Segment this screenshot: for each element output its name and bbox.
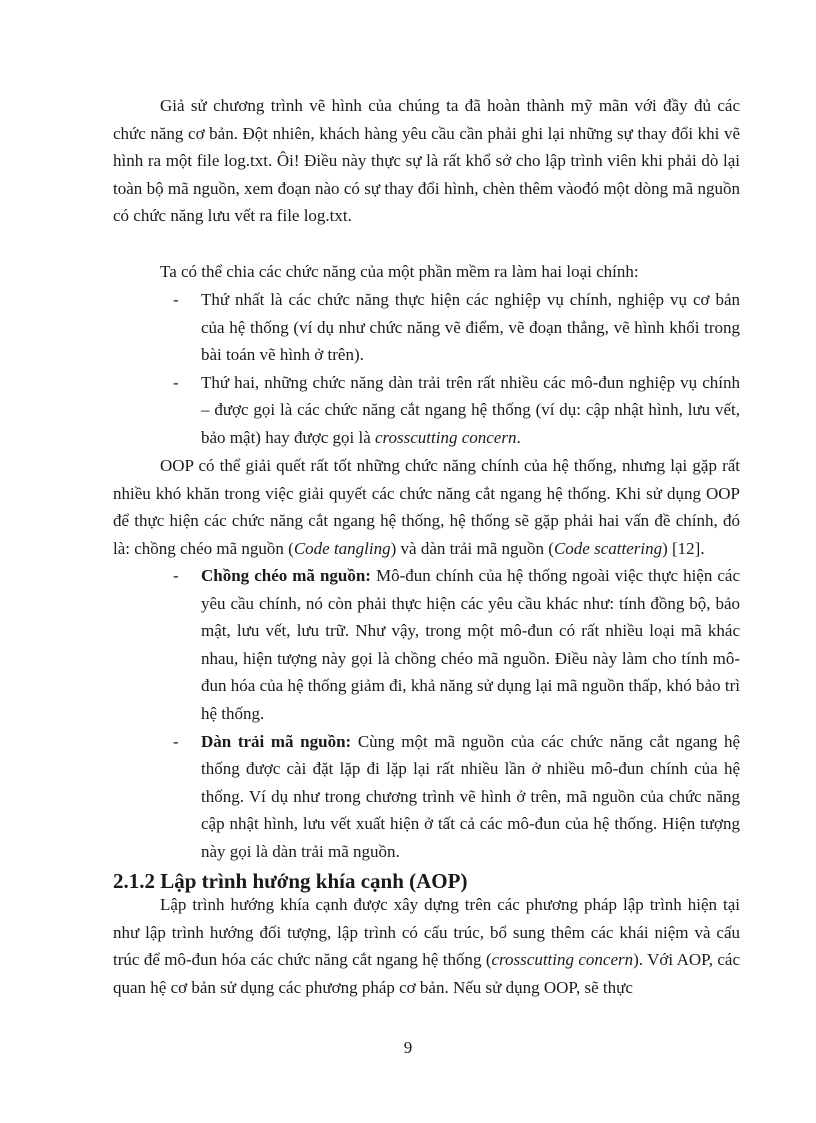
term-code-scattering: Code scattering	[553, 538, 663, 558]
aop-text-part1: Lập trình hướng khía cạnh được xây dựng trên các phương pháp lập trình hiện tại như lập trình hướng đối tượng, lập trình có cấu trúc, bổ sung thêm các khái niệm và cấu trúc để mô-đun hóa các chức năng cắt ngang hệ thống (	[113, 895, 740, 970]
paragraph-split-text: Ta có thể chia các chức năng của một phần mềm ra làm hai loại chính:	[160, 262, 639, 281]
list-item	[173, 369, 740, 452]
paragraph-split	[113, 258, 740, 286]
list-item-text: Cùng một mã nguồn của các chức năng cắt ngang hệ thống được cài đặt lặp đi lặp lại rất nhiều lần ở nhiều mô-đun chính của hệ thống. Ví dụ như trong chương trình vẽ hình ở trên, mã nguồn của chức năng cập nhật hình, lưu vết xuất hiện ở tất cả các mô-đun của hệ thống. Hiện tượng này gọi là dàn trải mã nguồn.	[201, 731, 740, 861]
problems-list	[173, 562, 740, 866]
oop-text-part1: OOP có thể giải quết rất tốt những chức năng chính của hệ thống, nhưng lại gặp rất nhiều khó khăn trong việc giải quyết các chức năng cắt ngang hệ thống. Khi sử dụng OOP để thực hiện các chức năng cắt ngang hệ thống, hệ thống sẽ gặp phải hai vấn đề chính, đó là: chồng chéo mã nguồn (	[113, 456, 740, 558]
oop-text-part2: ) và dàn trải mã nguồn (	[390, 538, 554, 558]
paragraph-oop	[113, 452, 740, 562]
paragraph-intro-text: Giả sử chương trình vẽ hình của chúng ta đã hoàn thành mỹ mãn với đầy đủ các chức năng cơ bản. Đột nhiên, khách hàng yêu cầu cần phải ghi lại những sự thay đổi khi vẽ hình ra một file log.txt. Ôi! Điều này thực sự là rất khổ sở cho lập trình viên khi phải dò lại toàn bộ mã nguồn, xem đoạn nào có sự thay đổi hình, chèn thêm vàođó một dòng mã nguồn có chức năng lưu vết ra file log.txt.	[113, 96, 740, 226]
list-item-tail: .	[516, 427, 521, 447]
list-item	[173, 728, 740, 866]
term-code-tangling: Code tangling	[293, 538, 391, 558]
paragraph-oop-text	[113, 452, 740, 562]
term-crosscutting-concern: crosscutting concern	[491, 950, 634, 970]
list-item	[173, 562, 740, 728]
list-item-text: Thứ hai, những chức năng dàn trải trên rất nhiều các mô-đun nghiệp vụ chính – được gọi là các chức năng cắt ngang hệ thống (ví dụ: cập nhật hình, lưu vết, bảo mật) hay được gọi là	[201, 372, 740, 447]
dash-marker: -	[173, 290, 179, 309]
list-item-text: Mô-đun chính của hệ thống ngoài việc thực hiện các yêu cầu chính, nó còn phải thực hiện các yêu cầu khác như: tính đồng bộ, bảo mật, lưu vết, lưu trữ. Như vậy, trong một mô-đun có rất nhiều loại mã khác nhau, hiện tượng này gọi là chồng chéo mã nguồn. Điều này làm cho tính mô-đun hóa của hệ thống giảm đi, khả năng sử dụng lại mã nguồn thấp, khó bảo trì hệ thống.	[201, 566, 740, 723]
function-types-list	[173, 286, 740, 452]
paragraph-intro	[113, 92, 740, 230]
aop-text-part2: ). Với AOP, các quan hệ cơ bản sử dụng các phương pháp cơ bản. Nếu sử dụng OOP, sẽ thực	[113, 950, 740, 997]
paragraph-aop	[113, 891, 740, 1001]
dash-marker: -	[173, 372, 179, 392]
dash-marker: -	[173, 731, 179, 751]
term-crosscutting-concern: crosscutting concern	[374, 427, 517, 447]
list-item-text: Thứ nhất là các chức năng thực hiện các nghiệp vụ chính, nghiệp vụ cơ bản của hệ thống (ví dụ như chức năng vẽ điểm, vẽ đoạn thẳng, vẽ hình khối trong bài toán vẽ hình ở trên).	[201, 290, 740, 365]
dash-marker: -	[173, 566, 179, 585]
paragraph-aop-text	[113, 891, 740, 1001]
page-number: 9	[403, 1038, 413, 1057]
term-code-scattering-bold: Dàn trải mã nguồn:	[201, 731, 352, 751]
term-code-tangling-bold: Chồng chéo mã nguồn:	[201, 566, 371, 585]
list-item	[173, 286, 740, 369]
section-heading: 2.1.2 Lập trình hướng khía cạnh (AOP)	[113, 869, 468, 893]
oop-text-part3: ) [12].	[662, 538, 705, 558]
